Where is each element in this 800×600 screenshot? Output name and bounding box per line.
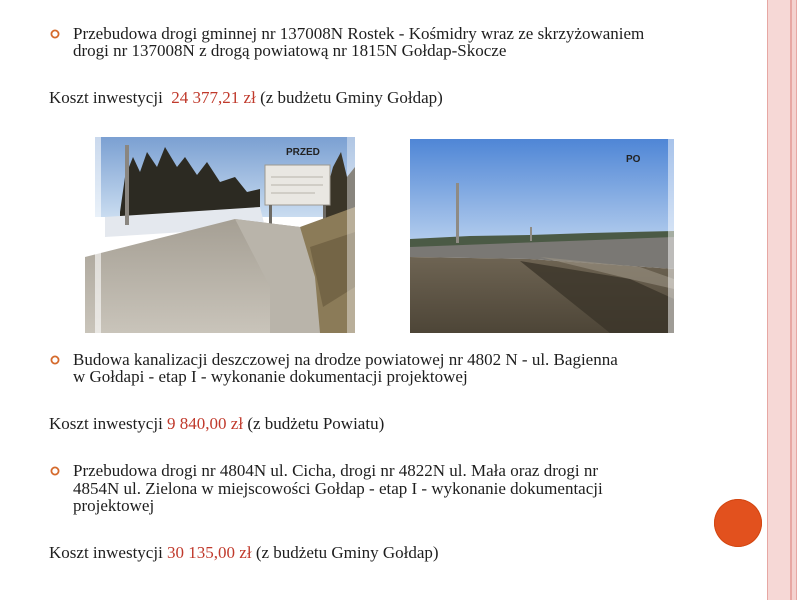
before-photo bbox=[85, 137, 362, 333]
cost-value: 24 377,21 zł bbox=[171, 88, 256, 107]
cost-line-2 bbox=[49, 416, 384, 432]
before-label: PRZED bbox=[286, 147, 320, 158]
cost-line-3 bbox=[49, 545, 439, 561]
item-3-line-3: projektowej bbox=[73, 496, 155, 515]
item-2-line-1: Budowa kanalizacji deszczowej na drodze powiatowej nr 4802 N - ul. Bagienna bbox=[73, 350, 618, 369]
border-stripe-wide bbox=[767, 0, 791, 600]
cost-line-1 bbox=[49, 90, 443, 106]
item-1-line-2: drogi nr 137008N z drogą powiatową nr 1815N Gołdap-Skocze bbox=[73, 41, 507, 60]
ring-bullet-icon bbox=[50, 466, 60, 476]
item-1-line-1: Przebudowa drogi gminnej nr 137008N Rostek - Kośmidry wraz ze skrzyżowaniem bbox=[73, 24, 645, 43]
item-3-line-2: 4854N ul. Zielona w miejscowości Gołdap - etap I - wykonanie dokumentacji bbox=[73, 479, 603, 498]
border-stripe-thin bbox=[791, 0, 797, 600]
cost-value: 9 840,00 zł bbox=[167, 414, 244, 433]
after-label: PO bbox=[626, 154, 641, 165]
ring-bullet-icon bbox=[50, 355, 60, 365]
after-photo bbox=[410, 139, 674, 333]
cost-suffix: (z budżetu Powiatu) bbox=[243, 414, 385, 433]
ring-bullet-icon bbox=[50, 29, 60, 39]
cost-prefix: Koszt inwestycji bbox=[49, 543, 168, 562]
cost-prefix: Koszt inwestycji bbox=[49, 414, 168, 433]
cost-value: 30 135,00 zł bbox=[167, 543, 252, 562]
cost-prefix: Koszt inwestycji bbox=[49, 88, 172, 107]
cost-suffix: (z budżetu Gminy Gołdap) bbox=[251, 543, 439, 562]
item-2-line-2: w Gołdapi - etap I - wykonanie dokumentacji projektowej bbox=[73, 367, 468, 386]
accent-circle-icon bbox=[714, 499, 762, 547]
item-3-line-1: Przebudowa drogi nr 4804N ul. Cicha, drogi nr 4822N ul. Mała oraz drogi nr bbox=[73, 461, 598, 480]
cost-suffix: (z budżetu Gminy Gołdap) bbox=[255, 88, 443, 107]
